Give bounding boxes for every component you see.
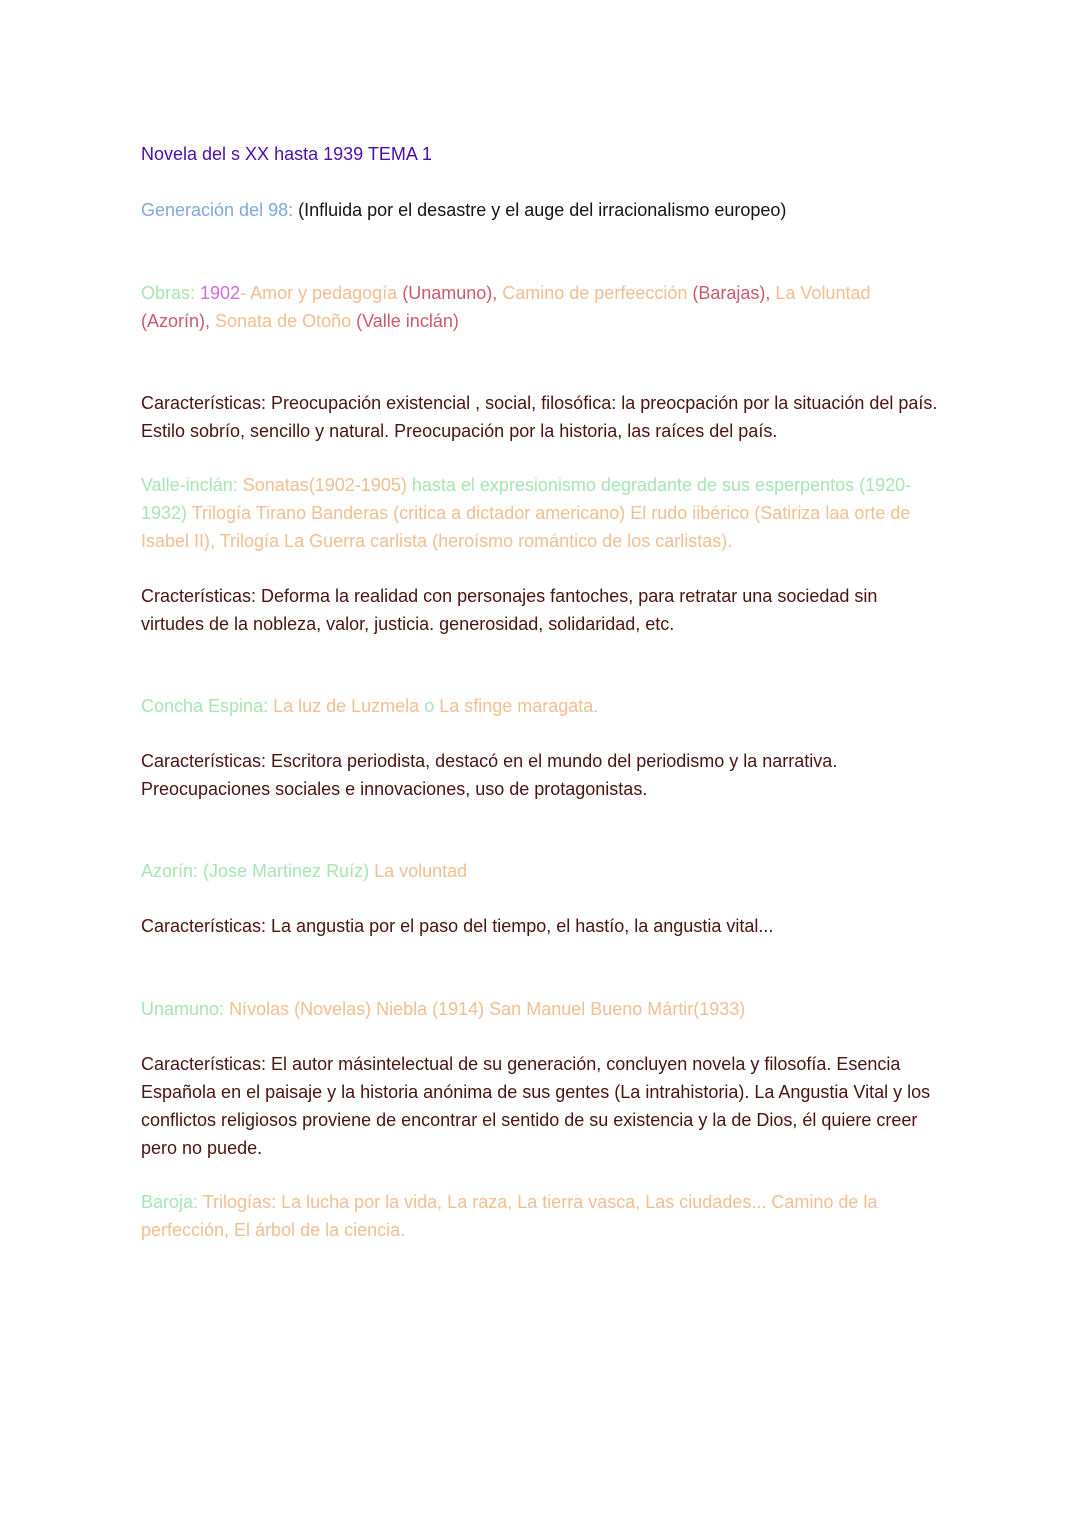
azorin-label: Azorín: (Jose Martinez Ruíz) — [141, 861, 375, 881]
concha-paragraph — [141, 692, 941, 720]
caracteristicas-azorin-paragraph: Características: La angustia por el paso del tiempo, el hastío, la angustia vital... — [141, 916, 774, 936]
obras-work-4: Sonata de Otoño — [210, 311, 357, 331]
caracteristicas-valle-paragraph: Cracterísticas: Deforma la realidad con personajes fantoches, para retratar una sociedad sin virtudes de la nobleza, valor, justicia. generosidad, solidaridad, etc. — [141, 586, 878, 634]
generacion-paragraph — [141, 196, 941, 224]
obras-label: Obras: — [141, 283, 201, 303]
concha-work-1: La luz de Luzmela — [273, 696, 420, 716]
valle-mid: hasta el expresionismo degradante de sus esperpentos (1920-1932) — [141, 475, 912, 523]
baroja-label: Baroja: — [141, 1192, 203, 1212]
unamuno-paragraph — [141, 995, 941, 1023]
obras-author-1: (Unamuno), — [402, 283, 498, 303]
valle-works-a: Sonatas(1902-1905) — [242, 475, 407, 495]
azorin-paragraph — [141, 857, 941, 885]
valle-works-b: Trilogía Tirano Banderas (critica a dictador americano) El rudo iibérico (Satiriza laa orte de Isabel II), Trilogía La Guerra carlista (heroísmo romántico de los carlistas). — [141, 503, 911, 551]
generacion-text: (Influida por el desastre y el auge del irracionalismo europeo) — [293, 200, 787, 220]
valle-label: Valle-inclán: — [141, 475, 243, 495]
baroja-works: Trilogías: La lucha por la vida, La raza, La tierra vasca, Las ciudades... Camino de la perfección, El árbol de la ciencia. — [141, 1192, 878, 1240]
concha-label: Concha Espina: — [141, 696, 274, 716]
valle-paragraph — [141, 471, 941, 555]
obras-work-2: Camino de perfeección — [497, 283, 693, 303]
obras-dash: - — [240, 283, 251, 303]
obras-paragraph — [141, 279, 941, 335]
document-title: Novela del s XX hasta 1939 TEMA 1 — [141, 144, 432, 164]
unamuno-label: Unamuno: — [141, 999, 230, 1019]
concha-conj: o — [419, 696, 440, 716]
obras-work-1: Amor y pedagogía — [250, 283, 403, 303]
caracteristicas-98-paragraph: Características: Preocupación existencial , social, filosófica: la preocpación por la situación del país. Estilo sobrío, sencillo y natural. Preocupación por la historia, las raíces del país. — [141, 393, 938, 441]
generacion-label: Generación del 98: — [141, 200, 294, 220]
obras-work-3: La Voluntad — [770, 283, 871, 303]
azorin-work: La voluntad — [374, 861, 468, 881]
caracteristicas-concha-paragraph: Características: Escritora periodista, destacó en el mundo del periodismo y la narrativa. Preocupaciones sociales e innovaciones, uso de protagonistas. — [141, 751, 838, 799]
unamuno-works: Nívolas (Novelas) Niebla (1914) San Manuel Bueno Mártir(1933) — [229, 999, 746, 1019]
obras-author-3: (Azorín), — [141, 311, 211, 331]
obras-year: 1902 — [200, 283, 241, 303]
baroja-paragraph — [141, 1188, 941, 1244]
caracteristicas-unamuno-paragraph: Características: El autor másintelectual de su generación, concluyen novela y filosofía. Esencia Española en el paisaje y la historia anónima de sus gentes (La intrahistoria). La Angustia Vital y los conflictos religiosos proviene de encontrar el sentido de su existencia y la de Dios, él quiere creer pero no puede. — [141, 1054, 931, 1158]
obras-author-2: (Barajas), — [692, 283, 771, 303]
obras-author-4: (Valle inclán) — [356, 311, 459, 331]
concha-work-2: La sfinge maragata. — [439, 696, 599, 716]
